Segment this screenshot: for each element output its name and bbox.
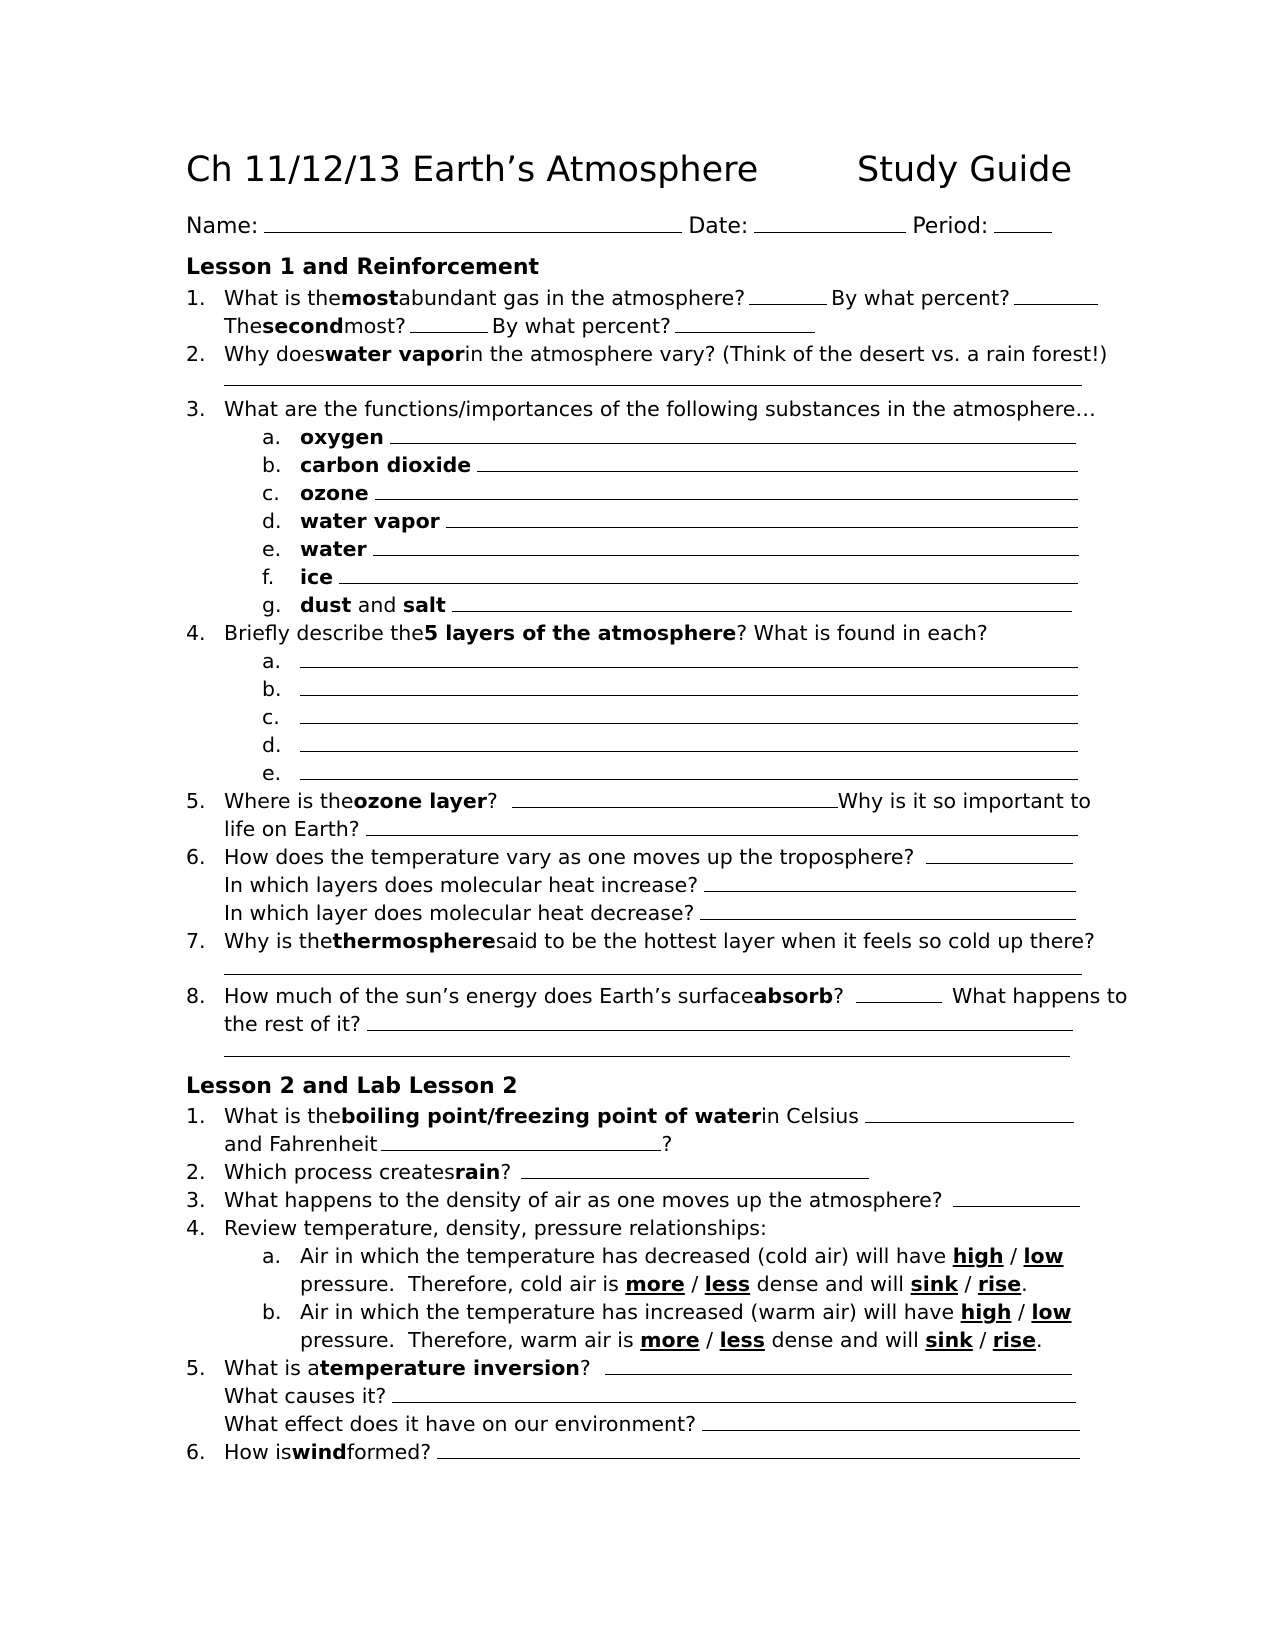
item-label: oxygen (300, 425, 384, 449)
text: and Fahrenheit (224, 1132, 378, 1156)
l1-q4-item-c (186, 705, 1078, 734)
choice-sink[interactable]: sink (925, 1328, 973, 1352)
name-date-period-row (186, 212, 1072, 244)
text: abundant gas in the atmosphere? (398, 286, 746, 310)
text: ? (486, 789, 498, 813)
choice-rise[interactable]: rise (977, 1272, 1022, 1296)
date-label: Date: (688, 214, 749, 239)
text: The (224, 314, 263, 338)
text: What effect does it have on our environment? (224, 1412, 696, 1436)
question-number: 5. (186, 789, 206, 813)
question-number: 4. (186, 621, 206, 645)
period-blank[interactable] (994, 212, 1052, 233)
text: Air in which the temperature has decreased (cold air) will have (300, 1244, 953, 1268)
item-letter: b. (262, 1300, 282, 1324)
l2-q4-item-a-line2 (186, 1272, 1086, 1301)
answer-blank[interactable] (700, 901, 1076, 920)
bold-text: 5 layers of the atmosphere (423, 621, 737, 645)
l2-q6 (186, 1440, 1080, 1469)
l1-q8-line1 (186, 984, 1128, 1013)
item-label: ozone (300, 481, 369, 505)
answer-blank[interactable] (865, 1104, 1074, 1123)
text: in the atmosphere vary? (Think of the desert vs. a rain forest!) (464, 342, 1108, 366)
item-label: salt (402, 593, 446, 617)
l2-q1-line1 (186, 1104, 1074, 1133)
l1-q4-item-b (186, 677, 1078, 706)
question-number: 3. (186, 1188, 206, 1212)
l1-q3-item-a (186, 425, 1076, 454)
l1-q6-line2 (186, 873, 1076, 902)
bold-text: absorb (753, 984, 834, 1008)
text: / (699, 1328, 720, 1352)
text: / (1011, 1300, 1032, 1324)
text: Air in which the temperature has increased (warm air) will have (300, 1300, 961, 1324)
answer-blank[interactable] (749, 286, 827, 305)
answer-blank[interactable] (300, 733, 1078, 752)
answer-blank[interactable] (390, 425, 1076, 444)
lesson2-heading: Lesson 2 and Lab Lesson 2 (186, 1074, 518, 1099)
answer-blank[interactable] (521, 1160, 869, 1179)
answer-blank[interactable] (605, 1356, 1072, 1375)
text: Review temperature, density, pressure relationships: (224, 1216, 767, 1240)
bold-text: thermosphere (332, 929, 496, 953)
choice-rise[interactable]: rise (992, 1328, 1037, 1352)
question-number: 3. (186, 397, 206, 421)
question-number: 4. (186, 1216, 206, 1240)
text: What happens to the density of air as one moves up the atmosphere? (224, 1188, 943, 1212)
text: and (351, 593, 403, 617)
text: the rest of it? (224, 1012, 361, 1036)
l1-q1-line1 (186, 286, 1086, 315)
answer-blank[interactable] (367, 1012, 1073, 1031)
answer-blank[interactable] (1014, 286, 1098, 305)
item-letter: a. (262, 425, 282, 449)
page-title: Ch 11/12/13 Earth’s Atmosphere (186, 150, 759, 190)
text: most? (343, 314, 406, 338)
text: pressure. Therefore, warm air is (300, 1328, 641, 1352)
l1-q4-item-a (186, 649, 1078, 678)
text: dense and will (750, 1272, 911, 1296)
l1-q6-line3 (186, 901, 1076, 930)
item-letter: b. (262, 677, 282, 701)
choice-low[interactable]: low (1023, 1244, 1064, 1268)
text: How is (224, 1440, 292, 1464)
bold-text: second (262, 314, 344, 338)
question-number: 7. (186, 929, 206, 953)
text: By what percent? (491, 314, 671, 338)
question-number: 5. (186, 1356, 206, 1380)
answer-line[interactable] (224, 974, 1082, 975)
text: By what percent? (831, 286, 1011, 310)
question-number: 8. (186, 984, 206, 1008)
l1-q4-item-e (186, 761, 1078, 790)
l1-q4-item-d (186, 733, 1078, 762)
answer-line[interactable] (224, 385, 1082, 386)
l2-q3 (186, 1188, 1080, 1217)
question-number: 2. (186, 342, 206, 366)
answer-blank[interactable] (702, 1412, 1080, 1431)
item-label: water (300, 537, 367, 561)
l1-q3 (186, 397, 1096, 426)
answer-blank[interactable] (477, 453, 1078, 472)
item-letter: b. (262, 453, 282, 477)
text: dense and will (764, 1328, 926, 1352)
text: said to be the hottest layer when it feels so cold up there? (495, 929, 1095, 953)
item-letter: d. (262, 509, 282, 533)
item-label: dust (300, 593, 352, 617)
answer-blank[interactable] (926, 845, 1073, 864)
name-label: Name: (186, 214, 259, 239)
answer-blank[interactable] (366, 817, 1078, 836)
text: pressure. Therefore, cold air is (300, 1272, 626, 1296)
item-letter: f. (262, 565, 275, 589)
title-row (186, 150, 1072, 200)
text: Briefly describe the (224, 621, 424, 645)
question-number: 1. (186, 286, 206, 310)
answer-blank[interactable] (300, 677, 1078, 696)
l2-q4-item-a-line1 (186, 1244, 1086, 1273)
l2-q5-line1 (186, 1356, 1072, 1385)
text: in Celsius (761, 1104, 859, 1128)
choice-less[interactable]: less (719, 1328, 765, 1352)
text: In which layer does molecular heat decrease? (224, 901, 695, 925)
l1-q1-line2 (186, 314, 1086, 343)
answer-blank[interactable] (437, 1440, 1080, 1459)
question-number: 2. (186, 1160, 206, 1184)
answer-blank[interactable] (300, 761, 1078, 780)
text: Why does (224, 342, 325, 366)
item-letter: c. (262, 481, 280, 505)
l1-q2 (186, 342, 1108, 371)
text: In which layers does molecular heat increase? (224, 873, 699, 897)
item-letter: d. (262, 733, 282, 757)
choice-high[interactable]: high (952, 1244, 1004, 1268)
bold-text: rain (454, 1160, 501, 1184)
bold-text: most (340, 286, 399, 310)
text: Which process creates (224, 1160, 455, 1184)
text: Why is it so important to (837, 789, 1091, 813)
answer-blank[interactable] (512, 789, 838, 808)
text: / (972, 1328, 993, 1352)
text: / (1003, 1244, 1024, 1268)
text: / (957, 1272, 978, 1296)
l1-q4 (186, 621, 1086, 650)
text: ? What is found in each? (736, 621, 988, 645)
bold-text: boiling point/freezing point of water (340, 1104, 762, 1128)
text: Where is the (224, 789, 354, 813)
answer-blank[interactable] (446, 509, 1078, 528)
page-subtitle: Study Guide (857, 150, 1072, 190)
choice-high[interactable]: high (960, 1300, 1012, 1324)
l1-q8-line2 (186, 1012, 1073, 1041)
text: What causes it? (224, 1384, 387, 1408)
answer-blank[interactable] (373, 537, 1079, 556)
choice-less[interactable]: less (704, 1272, 751, 1296)
date-blank[interactable] (754, 212, 906, 233)
l2-q4 (186, 1216, 1086, 1245)
text: ? (833, 984, 845, 1008)
l2-q2 (186, 1160, 1086, 1189)
l1-q3-item-e (186, 537, 1079, 566)
answer-blank[interactable] (375, 481, 1078, 500)
answer-blank[interactable] (381, 1132, 661, 1151)
choice-more[interactable]: more (640, 1328, 700, 1352)
text: ? (579, 1356, 591, 1380)
text: What is the (224, 286, 341, 310)
l1-q3-item-d (186, 509, 1078, 538)
text: ? (500, 1160, 512, 1184)
answer-blank[interactable] (339, 565, 1078, 584)
l1-q7 (186, 929, 1095, 958)
text: . (1021, 1272, 1028, 1296)
answer-blank[interactable] (300, 649, 1078, 668)
text: What happens to (952, 984, 1128, 1008)
item-letter: g. (262, 593, 282, 617)
item-letter: c. (262, 705, 280, 729)
answer-blank[interactable] (675, 314, 815, 333)
answer-blank[interactable] (856, 984, 942, 1003)
l2-q1-line2 (186, 1132, 1086, 1161)
choice-more[interactable]: more (625, 1272, 685, 1296)
item-label: ice (300, 565, 334, 589)
answer-blank[interactable] (300, 705, 1078, 724)
bold-text: water vapor (324, 342, 465, 366)
l1-q6-line1 (186, 845, 1073, 874)
l2-q5-line2 (186, 1384, 1076, 1413)
l2-q4-item-b-line2 (186, 1328, 1086, 1357)
text: How much of the sun’s energy does Earth’s surface (224, 984, 754, 1008)
l1-q3-item-g (186, 593, 1072, 622)
item-label: water vapor (300, 509, 440, 533)
choice-sink[interactable]: sink (910, 1272, 958, 1296)
text: . (1036, 1328, 1043, 1352)
period-label: Period: (912, 214, 989, 239)
bold-text: wind (291, 1440, 347, 1464)
item-letter: a. (262, 649, 282, 673)
bold-text: ozone layer (353, 789, 487, 813)
text: What is a (224, 1356, 320, 1380)
question-number: 6. (186, 1440, 206, 1464)
item-letter: e. (262, 761, 282, 785)
l1-q5-line2 (186, 817, 1078, 846)
l2-q4-item-b-line1 (186, 1300, 1086, 1329)
l1-q3-item-f (186, 565, 1078, 594)
answer-line[interactable] (224, 1056, 1070, 1057)
text: / (684, 1272, 705, 1296)
answer-blank[interactable] (953, 1188, 1080, 1207)
item-label: carbon dioxide (300, 453, 472, 477)
text: life on Earth? (224, 817, 360, 841)
l2-q5-line3 (186, 1412, 1080, 1441)
answer-blank[interactable] (452, 593, 1072, 612)
text: What is the (224, 1104, 341, 1128)
bold-text: temperature inversion (319, 1356, 580, 1380)
text: What are the functions/importances of the following substances in the atmosphere… (224, 397, 1096, 421)
item-letter: e. (262, 537, 282, 561)
answer-blank[interactable] (410, 314, 488, 333)
answer-blank[interactable] (704, 873, 1076, 892)
question-number: 6. (186, 845, 206, 869)
text: Why is the (224, 929, 333, 953)
text: ? (661, 1132, 673, 1156)
question-number: 1. (186, 1104, 206, 1128)
text: formed? (346, 1440, 432, 1464)
text: How does the temperature vary as one moves up the troposphere? (224, 845, 915, 869)
choice-low[interactable]: low (1031, 1300, 1072, 1324)
lesson1-heading: Lesson 1 and Reinforcement (186, 255, 540, 280)
answer-blank[interactable] (392, 1384, 1076, 1403)
item-letter: a. (262, 1244, 282, 1268)
l1-q5-line1 (186, 789, 1091, 818)
name-blank[interactable] (264, 212, 682, 233)
l1-q3-item-b (186, 453, 1078, 482)
l1-q3-item-c (186, 481, 1078, 510)
